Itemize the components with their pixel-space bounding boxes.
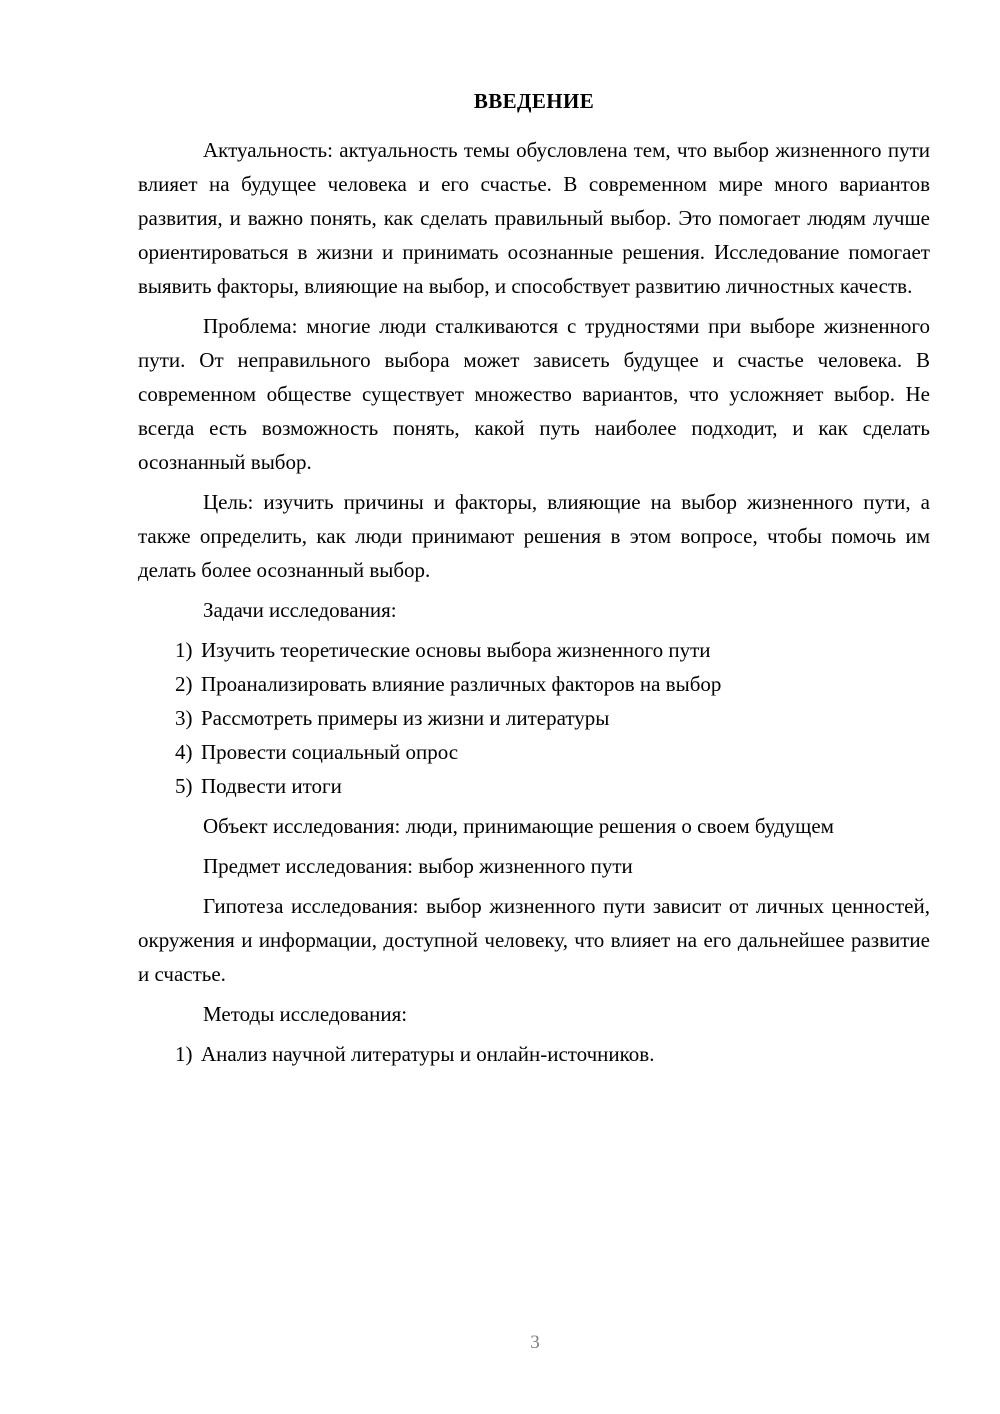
list-marker: 1) — [175, 638, 193, 663]
page-number: 3 — [530, 1332, 540, 1353]
list-item-label: Изучить теоретические основы выбора жизненного пути — [201, 638, 711, 663]
paragraph-object: Объект исследования: люди, принимающие решения о своем будущем — [203, 814, 834, 839]
paragraph-goal: Цель: изучить причины и факторы, влияющие на выбор жизненного пути, а также определить, как люди принимают решения в этом вопросе, чтобы помочь им делать более осознанный выбор. — [138, 490, 930, 583]
list-item-label: Провести социальный опрос — [201, 740, 459, 765]
list-marker: 5) — [175, 774, 193, 799]
list-item-label: Подвести итоги — [201, 774, 342, 799]
list-item — [138, 633, 930, 667]
paragraph-hypothesis: Гипотеза исследования: выбор жизненного пути зависит от личных ценностей, окружения и информации, доступной человеку, что влияет на его дальнейшее развитие и счастье. — [138, 894, 930, 987]
paragraph-relevance: Актуальность: актуальность темы обусловлена тем, что выбор жизненного пути влияет на будущее человека и его счастье. В современном мире много вариантов развития, и важно понять, как сделать правильный выбор. Это помогает людям лучше ориентироваться в жизни и принимать осознанные решения. Исследование помогает выявить факторы, влияющие на выбор, и способствует развитию личностных качеств. — [138, 138, 930, 299]
list-item — [138, 769, 930, 803]
list-marker: 4) — [175, 740, 193, 765]
methods-list — [138, 1037, 930, 1071]
page-content — [138, 88, 930, 1077]
list-marker: 1) — [175, 1042, 193, 1067]
list-item-label: Анализ научной литературы и онлайн-источников. — [201, 1042, 655, 1067]
tasks-label: Задачи исследования: — [203, 598, 397, 623]
list-item — [138, 701, 930, 735]
list-marker: 2) — [175, 672, 193, 697]
list-marker: 3) — [175, 706, 193, 731]
paragraph-subject: Предмет исследования: выбор жизненного пути — [203, 854, 633, 879]
list-item — [138, 1037, 930, 1071]
tasks-list — [138, 633, 930, 803]
list-item-label: Рассмотреть примеры из жизни и литературы — [201, 706, 610, 731]
paragraph-problem: Проблема: многие люди сталкиваются с трудностями при выборе жизненного пути. От неправильного выбора может зависеть будущее и счастье человека. В современном обществе существует множество вариантов, что усложняет выбор. Не всегда есть возможность понять, какой путь наиболее подходит, и как сделать осознанный выбор. — [138, 314, 930, 475]
list-item-label: Проанализировать влияние различных факторов на выбор — [201, 672, 722, 697]
page-title: ВВЕДЕНИЕ — [473, 89, 595, 113]
list-item — [138, 667, 930, 701]
methods-label: Методы исследования: — [203, 1002, 408, 1027]
list-item — [138, 735, 930, 769]
